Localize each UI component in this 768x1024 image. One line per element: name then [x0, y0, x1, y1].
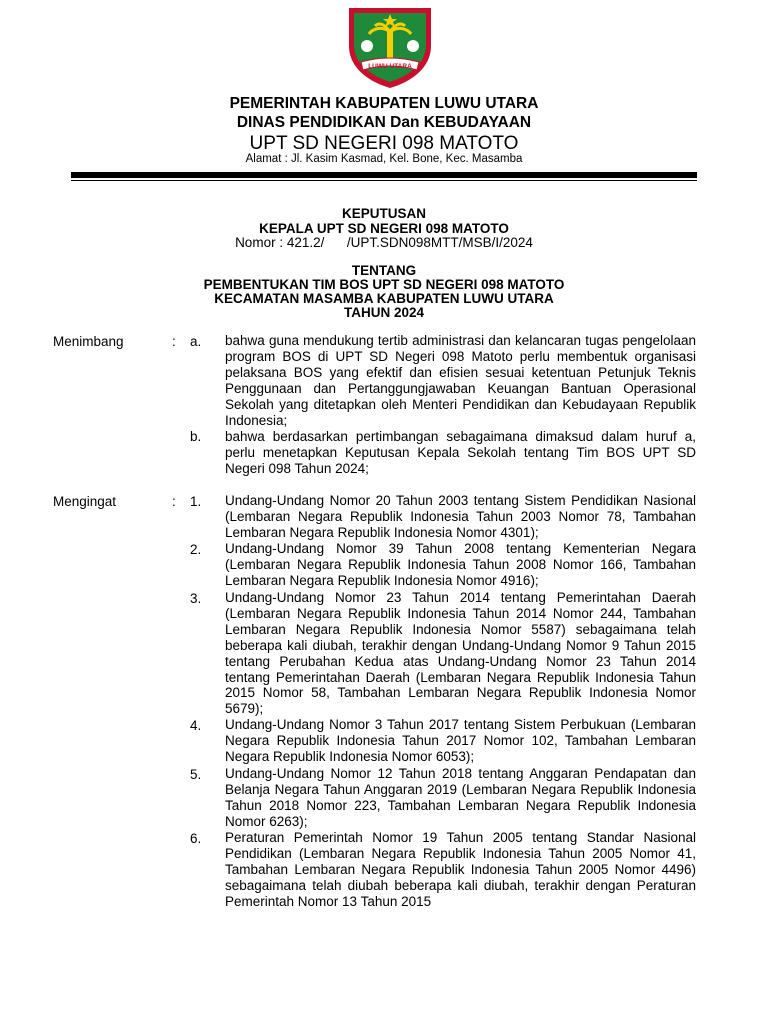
mengingat-colon: : — [172, 494, 176, 509]
mengingat-marker-1: 1. — [190, 494, 202, 509]
letterhead-line-2: DINAS PENDIDIKAN Dan KEBUDAYAAN — [236, 114, 532, 131]
subject-line-1: PEMBENTUKAN TIM BOS UPT SD NEGERI 098 MATOTO — [203, 277, 565, 292]
menimbang-item-a: bahwa guna mendukung tertib administrasi dan kelancaran tugas pengelolaan program BOS di UPT SD Negeri 098 Matoto perlu membentuk organisasi pelaksana BOS yang efektif dan efisien sesuai ketentuan Petunjuk Teknis Penggunaan dan Pertanggungjawaban Keuangan Bantuan Operasional Sekolah yang ditetapkan oleh Menteri Pendidikan dan Kebudayaan Republik Indonesia; — [225, 333, 696, 428]
document-type: KEPUTUSAN — [341, 206, 426, 221]
mengingat-item-3: Undang-Undang Nomor 23 Tahun 2014 tentang Pemerintahan Daerah (Lembaran Negara Republik Indonesia Tahun 2014 Nomor 244, Tambahan Lembaran Negara Republik Indonesia Nomor 5587) sebagaimana telah beberapa kali diubah, terakhir dengan Undang-Undang Nomor 9 Tahun 2015 tentang Perubahan Kedua atas Undang-Undang Nomor 23 Tahun 2014 tentang Pemerintahan Daerah (Lembaran Negara Republik Indonesia Tahun 2015 Nomor 58, Tambahan Lembaran Negara Republik Indonesia Nomor 5679); — [225, 590, 696, 717]
subject-line-2: KECAMATAN MASAMBA KABUPATEN LUWU UTARA — [214, 291, 554, 306]
letterhead-divider-thick — [71, 172, 697, 178]
emblem-banner-text: LUWU UTARA — [368, 63, 412, 70]
menimbang-item-b: bahwa berdasarkan pertimbangan sebagaimana dimaksud dalam huruf a, perlu menetapkan Keputusan Kepala Sekolah tentang Tim BOS UPT SD Negeri 098 Tahun 2024; — [225, 429, 696, 476]
menimbang-marker-a: a. — [190, 334, 202, 349]
mengingat-item-6: Peraturan Pemerintah Nomor 19 Tahun 2005 tentang Standar Nasional Pendidikan (Lembaran Negara Republik Indonesia Tahun 2005 Nomor 41, Tambahan Lembaran Negara Republik Indonesia Tahun 2005 Nomor 4496) sebagaimana telah diubah beberapa kali diubah, terakhir dengan Peraturan Pemerintah Nomor 13 Tahun 2015 — [225, 830, 696, 909]
mengingat-marker-2: 2. — [190, 542, 202, 557]
letterhead-school-name: UPT SD NEGERI 098 MATOTO — [249, 133, 519, 154]
mengingat-marker-3: 3. — [190, 591, 202, 606]
mengingat-item-4: Undang-Undang Nomor 3 Tahun 2017 tentang Sistem Perbukuan (Lembaran Negara Republik Indonesia Tahun 2017 Nomor 102, Tambahan Lembaran Negara Republik Indonesia Nomor 6053); — [225, 717, 696, 764]
luwu-utara-emblem-logo — [345, 4, 435, 90]
mengingat-item-5: Undang-Undang Nomor 12 Tahun 2018 tentang Anggaran Pendapatan dan Belanja Negara Tahun Anggaran 2019 (Lembaran Negara Republik Indonesia Tahun 2018 Nomor 223, Tambahan Lembaran Negara Republik Indonesia Nomor 6263); — [225, 766, 696, 829]
document-number: Nomor : 421.2/ /UPT.SDN098MTT/MSB/I/2024 — [235, 235, 533, 250]
mengingat-item-1: Undang-Undang Nomor 20 Tahun 2003 tentang Sistem Pendidikan Nasional (Lembaran Negara Republik Indonesia Tahun 2003 Nomor 78, Tambahan Lembaran Negara Republik Indonesia Nomor 4301); — [225, 493, 696, 540]
document-issuer: KEPALA UPT SD NEGERI 098 MATOTO — [259, 221, 509, 236]
menimbang-marker-b: b. — [190, 429, 202, 444]
menimbang-label: Menimbang — [53, 334, 124, 349]
letterhead-divider-thin — [71, 180, 697, 181]
menimbang-colon: : — [172, 334, 176, 349]
mengingat-marker-6: 6. — [190, 831, 202, 846]
tentang-heading: TENTANG — [351, 263, 417, 278]
mengingat-marker-4: 4. — [190, 718, 202, 733]
letterhead-line-1: PEMERINTAH KABUPATEN LUWU UTARA — [229, 95, 539, 112]
mengingat-marker-5: 5. — [190, 767, 202, 782]
letterhead-address: Alamat : Jl. Kasim Kasmad, Kel. Bone, Kec. Masamba — [245, 153, 523, 165]
mengingat-label: Mengingat — [53, 494, 117, 509]
mengingat-item-2: Undang-Undang Nomor 39 Tahun 2008 tentang Kementerian Negara (Lembaran Negara Republik Indonesia Tahun 2008 Nomor 166, Tambahan Lembaran Negara Republik Indonesia Nomor 4916); — [225, 541, 696, 588]
subject-line-3: TAHUN 2024 — [343, 305, 425, 320]
